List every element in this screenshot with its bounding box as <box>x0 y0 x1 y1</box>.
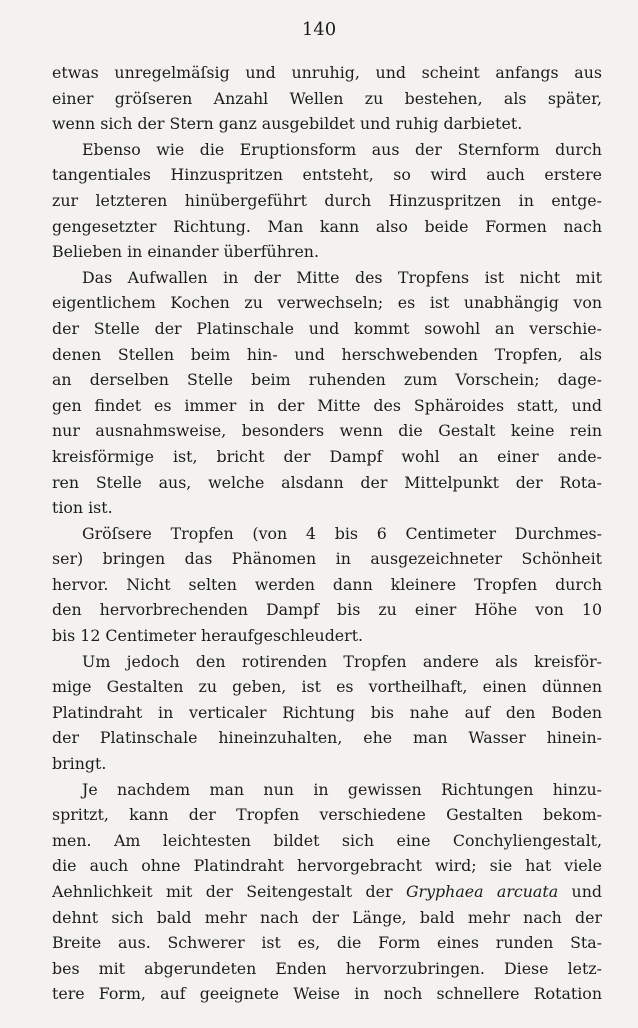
text-line: tion ist. <box>52 498 113 518</box>
text-line: tere Form, auf geeignete Weise in noch schnellere Rotation <box>52 984 602 1004</box>
text-line: hervor. Nicht selten werden dann kleinere Tropfen durch <box>52 574 602 594</box>
text-line: zur letzteren hinübergeführt durch Hinzuspritzen in entge- <box>52 190 602 210</box>
text-line: tangentiales Hinzuspritzen entsteht, so wird auch erstere <box>52 165 602 185</box>
text-line: Platindraht in verticaler Richtung bis nahe auf den Boden <box>52 702 602 722</box>
text-line: ren Stelle aus, welche alsdann der Mittelpunkt der Rota- <box>52 472 602 492</box>
text-line: ser) bringen das Phänomen in ausgezeichneter Schönheit <box>52 549 602 569</box>
text-line: dehnt sich bald mehr nach der Länge, bald mehr nach der <box>52 907 602 927</box>
text-line: Um jedoch den rotirenden Tropfen andere als kreisför- <box>82 651 602 671</box>
text-line: nur ausnahmsweise, besonders wenn die Gestalt keine rein <box>52 421 602 441</box>
text-line: spritzt, kann der Tropfen verschiedene Gestalten bekom- <box>52 805 602 825</box>
text-line: der Stelle der Platinschale und kommt sowohl an verschie- <box>52 318 602 338</box>
text-line: kreisförmige ist, bricht der Dampf wohl an einer ande- <box>52 446 602 466</box>
page-number: 140 <box>301 19 337 40</box>
text-line: wenn sich der Stern ganz ausgebildet und ruhig darbietet. <box>52 114 523 134</box>
text-line: mige Gestalten zu geben, ist es vortheilhaft, einen dünnen <box>52 677 602 697</box>
text-span: und <box>558 882 602 901</box>
text-line: die auch ohne Platindraht hervorgebracht wird; sie hat viele <box>52 856 602 876</box>
text-line: an derselben Stelle beim ruhenden zum Vorschein; dage- <box>52 370 602 390</box>
text-line: den hervorbrechenden Dampf bis zu einer Höhe von 10 <box>52 600 602 620</box>
text-line: einer gröſseren Anzahl Wellen zu bestehen, als später, <box>52 88 602 108</box>
text-line <box>52 879 602 905</box>
text-line: men. Am leichtesten bildet sich eine Conchyliengestalt, <box>52 830 602 850</box>
text-line: gengesetzter Richtung. Man kann also beide Formen nach <box>52 216 602 236</box>
text-line: Ebenso wie die Eruptionsform aus der Sternform durch <box>82 139 602 159</box>
text-line: der Platinschale hineinzuhalten, ehe man Wasser hinein- <box>52 728 602 748</box>
text-line: bes mit abgerundeten Enden hervorzubringen. Diese letz- <box>52 958 602 978</box>
text-line: Gröſsere Tropfen (von 4 bis 6 Centimeter Durchmes- <box>82 523 602 543</box>
text-line: Belieben in einander überführen. <box>52 242 319 262</box>
text-line: etwas unregelmäſsig und unruhig, und scheint anfangs aus <box>52 63 602 82</box>
text-line: denen Stellen beim hin- und herschwebenden Tropfen, als <box>52 344 602 364</box>
text-line: eigentlichem Kochen zu verwechseln; es ist unabhängig von <box>52 293 602 313</box>
text-line: Das Aufwallen in der Mitte des Tropfens ist nicht mit <box>82 267 602 287</box>
text-span: Aehnlichkeit mit der Seitengestalt der <box>52 882 406 901</box>
text-line: bis 12 Centimeter heraufgeschleudert. <box>52 626 364 646</box>
text-line: Breite aus. Schwerer ist es, die Form eines runden Sta- <box>52 933 602 953</box>
text-line: gen findet es immer in der Mitte des Sphäroides statt, und <box>52 395 602 415</box>
italic-species-name: Gryphaea arcuata <box>405 882 559 901</box>
text-line: Je nachdem man nun in gewissen Richtungen hinzu- <box>82 779 602 799</box>
text-line: bringt. <box>52 754 107 774</box>
body-text <box>52 60 602 1007</box>
